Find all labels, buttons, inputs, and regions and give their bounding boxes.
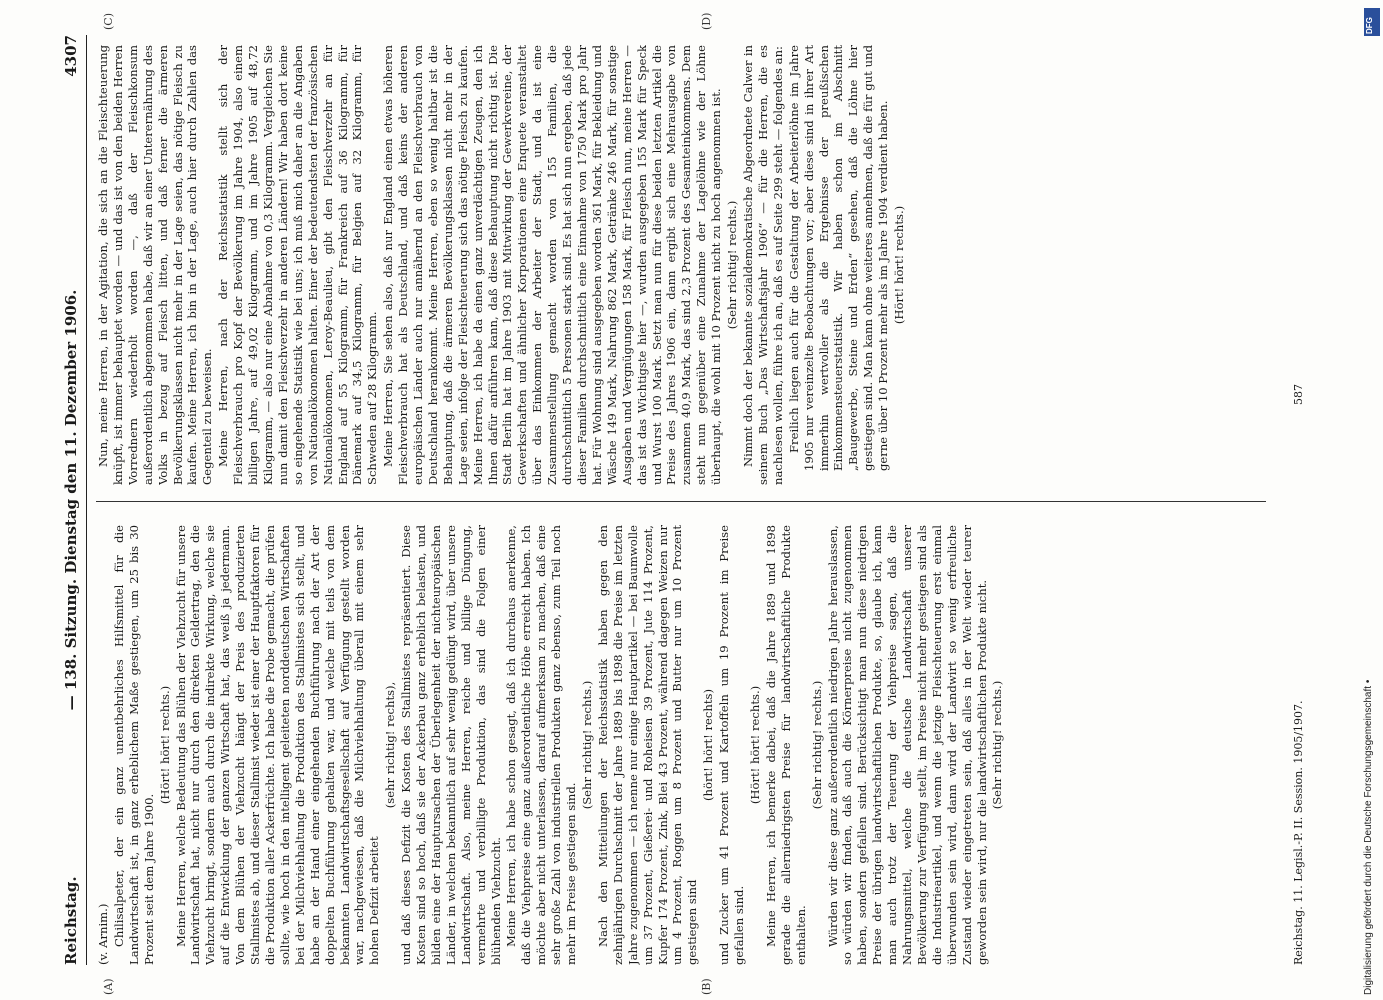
digitization-note-text: Digitalisierung gefördert durch die Deutsche Forschungsgemeinschaft • [1363, 679, 1374, 995]
margin-mark-c: (C) [102, 13, 115, 30]
paragraph: Nun, meine Herren, in der Agitation, die sich an die Fleischteuerung knüpft, ist immer behauptet worden — und das ist von den beiden Herren Vorrednern wiederholt worden —, daß der Fleischkonsum außerordentlich abgenommen habe, daß wir an einer Unterernährung des Volks in bezug auf Fleisch litten, und daß ferner die ärmeren Bevölkerungsklassen nicht mehr in der Lage seien, das nötige Fleisch zu kaufen. Meine Herren, ich bin in der Lage, auch hier durch Zahlen das Gegenteil zu beweisen. [96, 45, 215, 485]
interjection: (Sehr richtig! rechts.) [580, 680, 594, 810]
interjection: (hört! hört! rechts) [701, 689, 716, 802]
paragraph: Meine Herren, ich habe schon gesagt, daß ich durchaus anerkenne, daß die Viehpreise eine ganz außerordentliche Höhe erreicht haben. Ich möchte aber nicht unterlassen, darauf aufmerksam zu machen, daß eine sehr große Zahl von industriellen Produkten ganz ebenso, zum Teil noch mehr im Preise gestiegen sind. [504, 525, 579, 965]
quotation: Freilich liegen auch für die Gestaltung der Arbeiterlöhne im Jahre 1905 nur vereinzelte Beobachtungen vor; aber diese sind in ihrer Art immerhin wertvoller als die Ergebnisse der preußischen Einkommensteuerstatistik. Wir haben schon im Abschnitt „Baugewerbe, Steine und Erden“ gesehen, daß die Löhne hier gestiegen sind. Man kann ohne weiteres annehmen, daß die für gut und gerne über 10 Prozent mehr als im Jahre 1904 verdient haben. [786, 45, 891, 471]
dfg-logo [1364, 8, 1380, 36]
column-divider [96, 501, 1266, 502]
interjection: (Sehr richtig! rechts.) [725, 200, 740, 330]
header-left: Reichstag. [62, 876, 80, 965]
paragraph: Meine Herren, welche Bedeutung das Blühen der Viehzucht für unsere Landwirtschaft hat, nicht nur durch den direkten Geldertrag, den die Viehzucht bringt, sondern auch durch die indirekte Wirkung, welche sie auf die Entwicklung der ganzen Wirtschaft hat, das weiß ja jedermann. Von dem Blühen der Viehzucht hängt der Preis des produzierten Stallmistes ab, und dieser Stallmist wieder ist einer der Hauptfaktoren für die Produktion aller Ackerfrüchte. Ich habe die Probe gemacht, die prüfen sollte, wie hoch in den intelligent geleiteten norddeutschen Wirtschaften bei der Milchviehhaltung die Produktion des Stallmistes sich stellt, und habe an der Hand einer eingehenden Buchführung nach der Art der doppelten Buchführung gehalten war, und welche mit teils von dem bekannten Landwirtschaftsgesellschaft auf Verfügung gestellt worden war, nachgewiesen, daß die Milchviehhaltung überall mit einem sehr hohen Defizit arbeitet [173, 525, 382, 965]
paragraph: und Zucker um 41 Prozent und Kartoffeln um 19 Prozent im Preise gefallen sind. [717, 525, 747, 965]
paragraph: und daß dieses Defizit die Kosten des Stallmistes repräsentiert. Diese Kosten sind so hoch, daß sie der Ackerbau ganz erheblich belasten, und bilden eine der Hauptursachen der Überlegenheit der nichteuropäischen Länder, in welchen bekanntlich auf sehr wenig gedüngt wird, über unsere Landwirtschaft. Also, meine Herren, reiche und billige Düngung, vermehrte und verbilligte Produktion, das sind die Folgen einer blühenden Viehzucht. [399, 525, 503, 965]
rotated-page-content [60, 12, 1320, 995]
interjection: (Hört! hört! rechts.) [892, 205, 907, 325]
header-page-number: 4307 [62, 35, 80, 77]
paragraph: Meine Herren, nach der Reichsstatistik stellt sich der Fleischverbrauch pro Kopf der Bevölkerung im Jahre 1904, also einem billigen Jahre, auf 49,02 Kilogramm, und im Jahre 1905 auf 48,72 Kilogramm, — also nur eine Abnahme von 0,3 Kilogramm. Vergleichen Sie nun damit den Fleischverzehr in anderen Ländern! Wir haben dort keine so eingehende Statistik wie bei uns; ich muß mich daher an die Angaben von Nationalökonomen halten. Einer der bedeutendsten der französischen Nationalökonomen, Leroy-Beaulieu, gibt den Fleischverzehr an für England auf 55 Kilogramm, für Frankreich auf 36 Kilogramm, für Dänemark auf 34,5 Kilogramm, für Belgien auf 32 Kilogramm, für Schweden auf 28 Kilogramm. [216, 45, 380, 485]
margin-mark-b: (B) [700, 978, 713, 995]
interjection: (sehr richtig! rechts), [383, 681, 398, 809]
paragraph: Nimmt doch der bekannte sozialdemokratische Abgeordnete Calwer in seinem Buch „Das Wirtschaftsjahr 1906“ — für die Herren, die es nachlesen wollen, führe ich an, daß es auf Seite 299 steht — folgendes an: [740, 45, 785, 485]
page-footer [1292, 35, 1312, 965]
left-column [96, 525, 1286, 965]
header-title: — 138. Sitzung. Dienstag den 11. Dezember 1906. [62, 289, 80, 711]
interjection: (Sehr richtig! rechts.) [809, 680, 824, 810]
right-column [96, 45, 1286, 485]
margin-mark-d: (D) [700, 12, 713, 30]
interjection: (Sehr richtig! rechts.) [990, 680, 1005, 810]
paragraph: Nach den Mitteilungen der Reichsstatistik haben gegen den zehnjährigen Durchschnitt der Jahre 1889 bis 1898 die Preise im letzten Jahre zugenommen — ich nenne nur einige Hauptartikel — bei Baumwolle um 37 Prozent, Gießerei- und Roheisen 39 Prozent, Jute 114 Prozent, Kupfer 174 Prozent, Zink, Blei 43 Prozent, während dagegen Weizen nur um 4 Prozent, Roggen um 8 Prozent und Butter nur um 10 Prozent gestiegen sind [595, 525, 700, 965]
footer-session: Reichstag. 11. Legisl.-P. II. Session. 1905/1907. [1292, 700, 1305, 965]
paragraph: Würden wir diese ganz außerordentlich niedrigen Jahre herauslassen, so würden wir finden, daß auch die Körnerpreise nicht zugenommen haben, sondern gefallen sind. Berücksichtigt man nun diese niedrigen Preise der übrigen landwirtschaftlichen Produkte, so, glaube ich, kann man auch trotz der Teuerung der Viehpreise sagen, daß die Nahrungsmittel, welche die deutsche Landwirtschaft unserer Bevölkerung zur Verfügung stellt, im Preise nicht mehr gestiegen sind als die Industrieartikel, und wenn die jetzige Fleischteuerung erst einmal überwunden sein wird, dann wird der Landwirt so wenig erfreuliche Zustand wieder eingetreten sein, daß alles in der Welt wieder teurer geworden sein wird, nur die landwirtschaftlichen Produkte nicht. [825, 525, 989, 965]
dfg-logo-text: DFG [1365, 17, 1374, 34]
footer-page-number: 587 [1292, 384, 1305, 405]
margin-mark-a: (A) [102, 978, 115, 995]
page-header [60, 35, 87, 965]
interjection: (Hört! hört! rechts.) [157, 685, 172, 805]
paragraph: Meine Herren, Sie sehen also, daß nur England einen etwas höheren Fleischverbrauch hat als Deutschland, und daß keins der anderen europäischen Länder auch nur annähernd an den Fleischverbrauch von Deutschland herankommt. Meine Herren, eben so wenig haltbar ist die Behauptung, daß die ärmeren Bevölkerungsklassen nicht mehr in der Lage seien, infolge der Fleischteuerung sich das nötige Fleisch zu kaufen. Meine Herren, ich habe da einen ganz unverdächtigen Zeugen, den ich Ihnen dafür anführen kann, daß diese Behauptung nicht richtig ist. Die Stadt Berlin hat im Jahre 1903 mit Mitwirkung der Gewerkvereine, der Gewerkschaften und ähnlicher Korporationen eine Enquete veranstaltet über das Einkommen der Arbeiter der Stadt, und da ist eine Zusammenstellung gemacht worden von 155 Familien, die durchschnittlich 5 Personen stark sind. Es hat sich nun ergeben, daß jede dieser Familien durchschnittlich eine Einnahme von 1750 Mark pro Jahr hat. Für Wohnung sind ausgegeben worden 361 Mark, für Bekleidung und Wäsche 149 Mark, Nahrung 862 Mark, Getränke 246 Mark, für sonstige Ausgaben und Vergnügungen 158 Mark, für Fleisch nun, meine Herren — das ist das Wichtigste hier —, wurden ausgegeben 155 Mark für Speck und Wurst 100 Mark. Setzt man nun für diese beiden letzten Artikel die Preise des Jahres 1906 ein, dann ergibt sich eine Mehrausgabe von zusammen 40,9 Mark, das sind 2,3 Prozent des Gesamteinkommens. Dem steht nun gegenüber eine Zunahme der Lagelöhne wie der Löhne überhaupt, die wohl mit 10 Prozent nicht zu hoch angenommen ist. [381, 45, 724, 485]
speaker-label: (v. Arnim.) [96, 903, 110, 965]
digitization-note [1359, 0, 1383, 1000]
paragraph: Meine Herren, ich bemerke dabei, daß die Jahre 1889 und 1898 gerade die allerniedrigsten Preise für landwirtschaftliche Produkte enthalten. [763, 525, 808, 965]
paragraph: Chilisalpeter, der ein ganz unentbehrliches Hilfsmittel für die Landwirtschaft ist, in ganz erheblichem Maße gestiegen, um 25 bis 30 Prozent seit dem Jahre 1900. [111, 525, 156, 965]
interjection: (Hört! hört! rechts.) [747, 685, 762, 805]
